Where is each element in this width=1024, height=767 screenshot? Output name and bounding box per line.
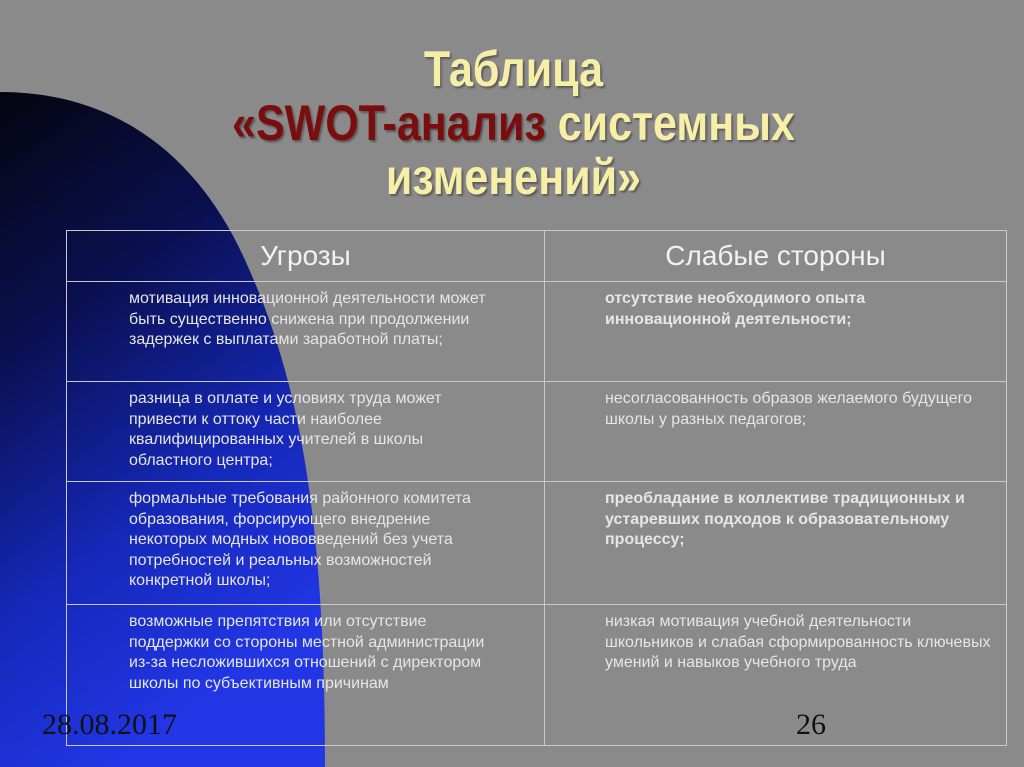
threat-text: разница в оплате и условиях труда может привести к оттоку части наиболее квалифицированных учителей в школы областного центра;	[129, 390, 442, 469]
threat-cell	[67, 382, 545, 482]
weakness-text: низкая мотивация учебной деятельности школьников и слабая сформированность ключевых умений и навыков учебного труда	[605, 613, 991, 671]
title-line-2-rest: системных	[545, 95, 795, 151]
table-row	[67, 282, 1007, 382]
table-row	[67, 605, 1007, 746]
weakness-cell	[545, 382, 1007, 482]
header-threats: Угрозы	[67, 231, 545, 282]
title-line-1: Таблица	[423, 41, 604, 97]
title-line-3: изменений»	[385, 149, 641, 205]
threat-text: возможные препятствия или отсутствие поддержки со стороны местной администрации из-за несложившихся отношений с директором школы по субъективным причинам	[129, 613, 485, 692]
weakness-text: отсутствие необходимого опыта инновационной деятельности;	[605, 290, 866, 328]
threat-cell	[67, 482, 545, 605]
footer-date: 28.08.2017	[42, 708, 177, 741]
swot-table	[66, 230, 1007, 746]
table-row	[67, 382, 1007, 482]
threat-text: мотивация инновационной деятельности может быть существенно снижена при продолжении задержек с выплатами заработной платы;	[129, 290, 486, 348]
page-number: 26	[796, 708, 826, 741]
table-row	[67, 482, 1007, 605]
slide-title	[73, 42, 954, 204]
table-header-row	[67, 231, 1007, 282]
threat-cell	[67, 282, 545, 382]
threat-text: формальные требования районного комитета образования, форсирующего внедрение некоторых модных нововведений без учета потребностей и реальных возможностей конкретной школы;	[129, 490, 471, 589]
weakness-text: преобладание в коллективе традиционных и устаревших подходов к образовательному процессу;	[605, 490, 965, 548]
weakness-cell	[545, 605, 1007, 746]
title-accent: «SWOT-анализ	[232, 95, 546, 151]
header-weaknesses: Слабые стороны	[545, 231, 1007, 282]
weakness-text: несогласованность образов желаемого будущего школы у разных педагогов;	[605, 390, 972, 428]
title-line-2	[73, 96, 954, 150]
weakness-cell	[545, 282, 1007, 382]
weakness-cell	[545, 482, 1007, 605]
